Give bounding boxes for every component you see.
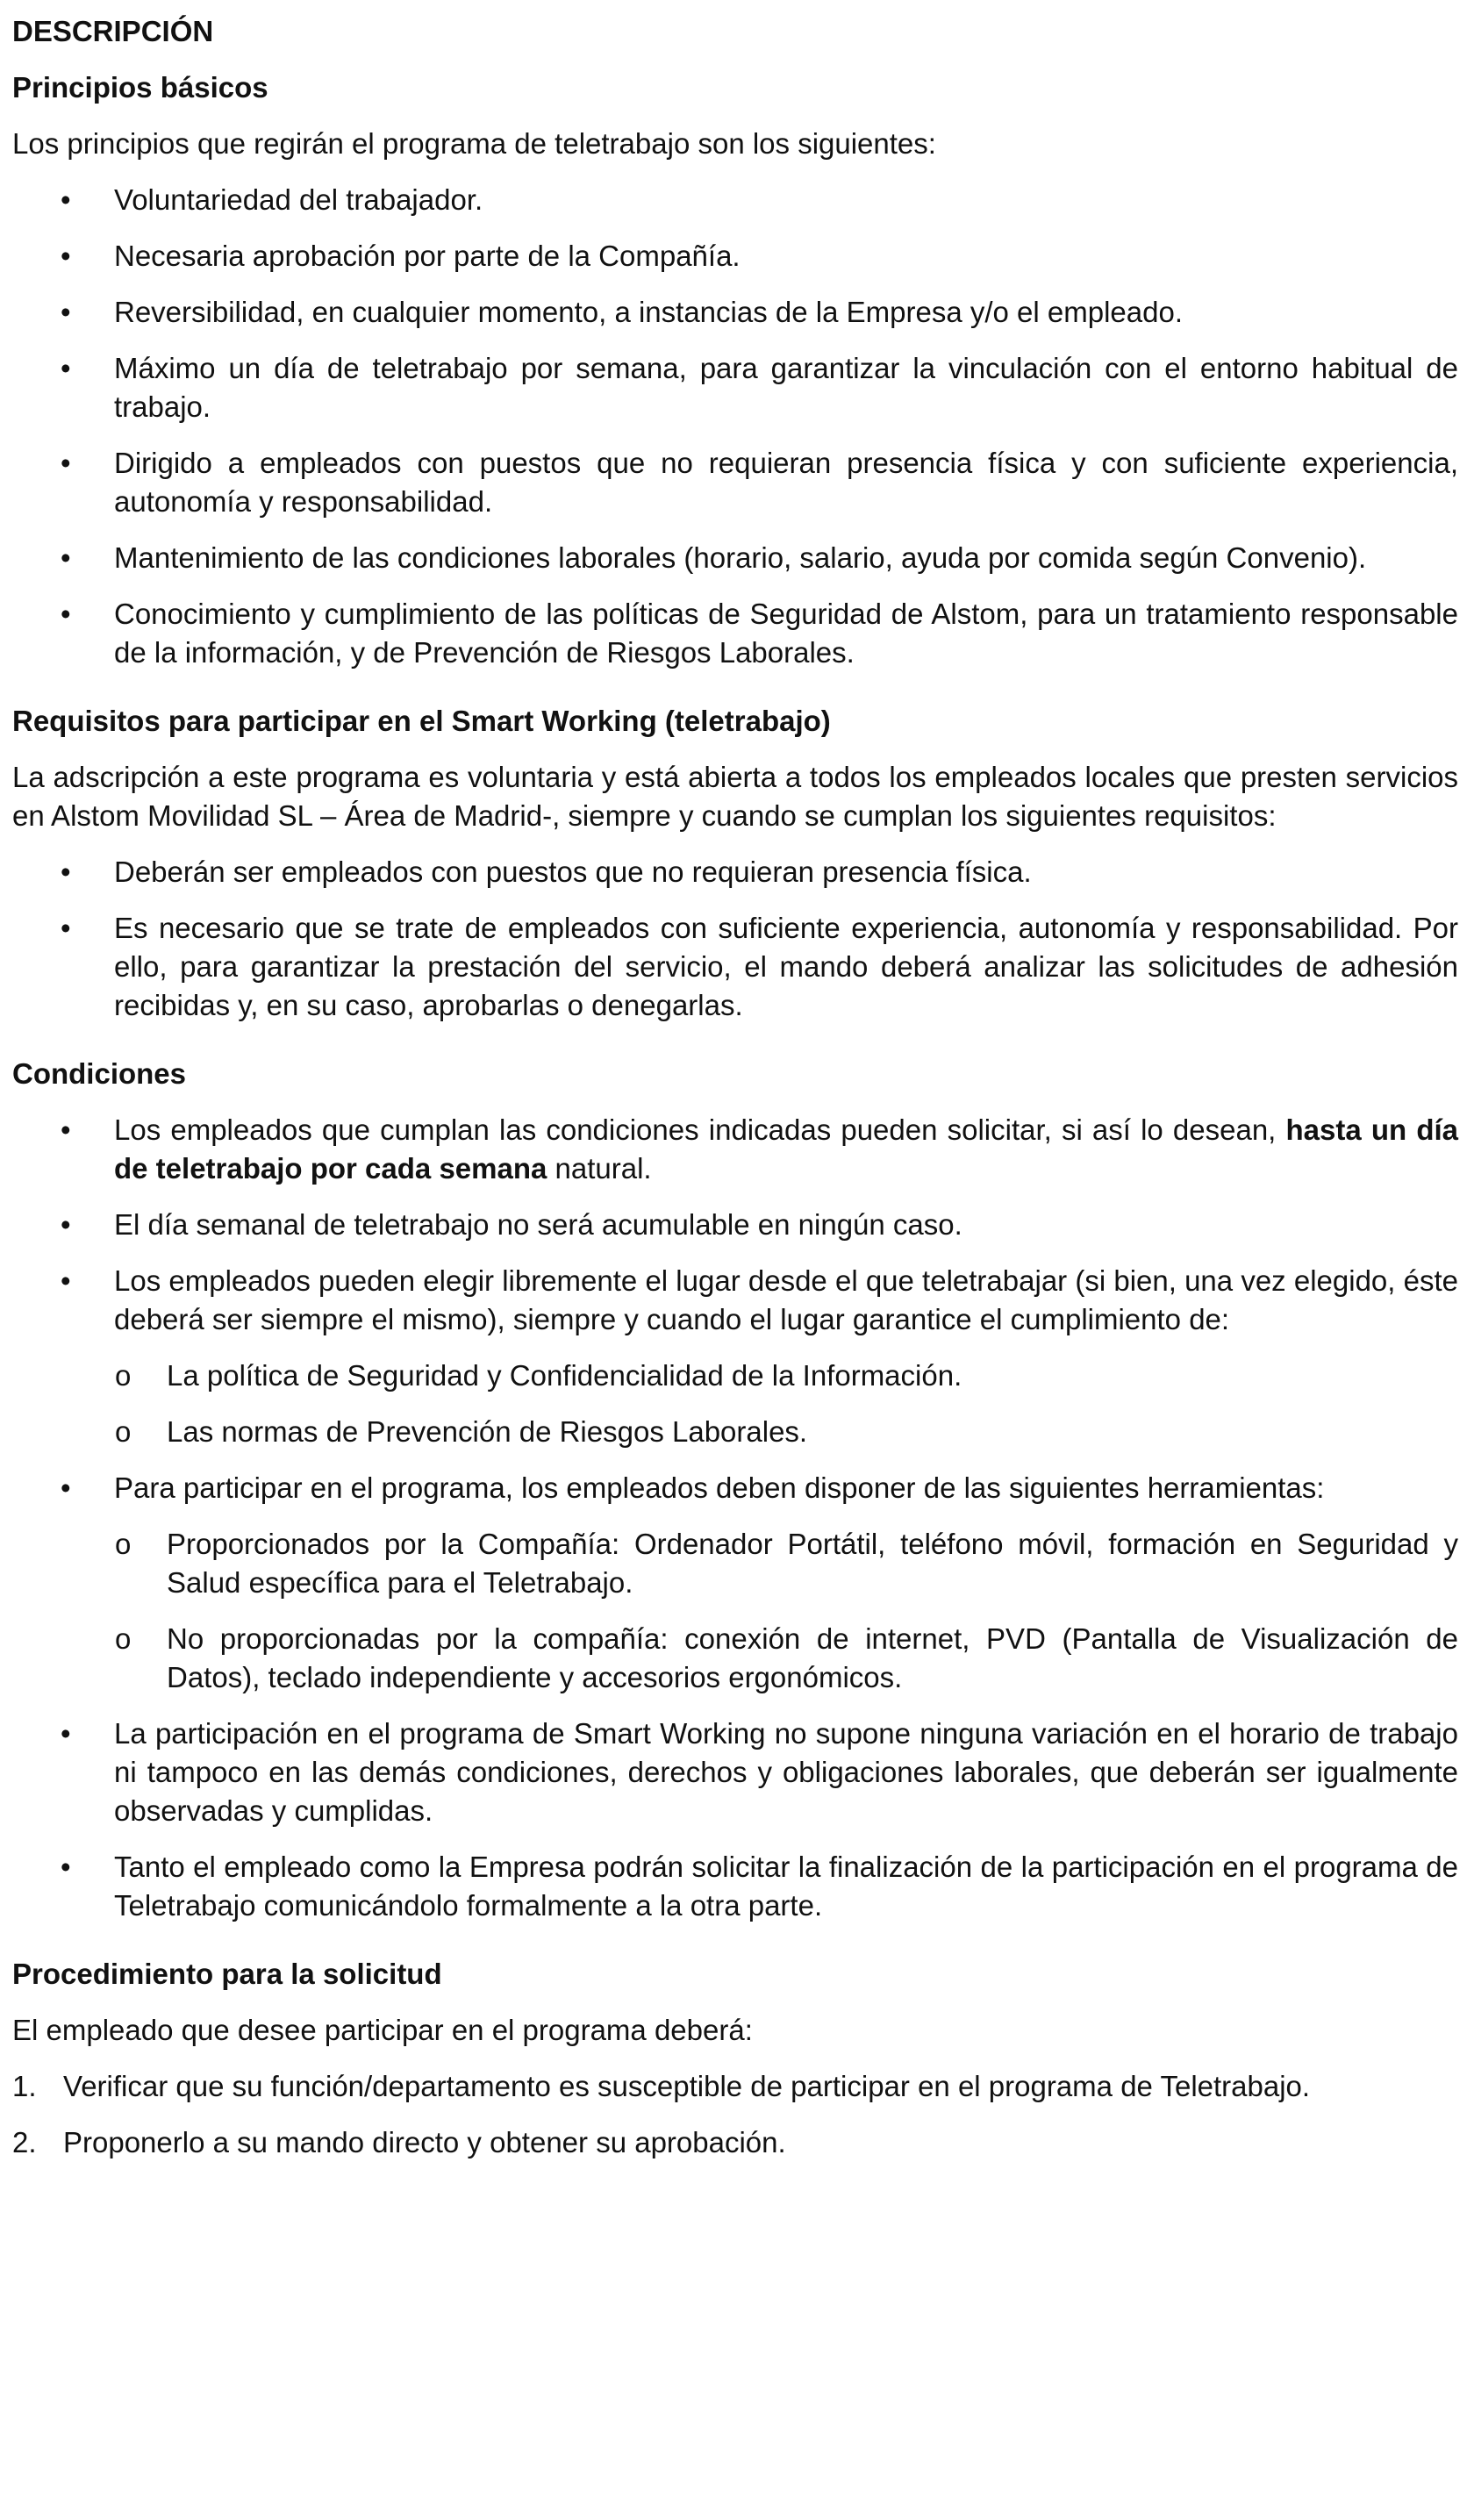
- list-item: • El día semanal de teletrabajo no será acumulable en ningún caso.: [12, 1206, 1458, 1244]
- list-item: • Conocimiento y cumplimiento de las políticas de Seguridad de Alstom, para un tratamiento responsable de la información, y de Prevención de Riesgos Laborales.: [12, 595, 1458, 672]
- step-item: [12, 2123, 1458, 2162]
- requisitos-intro: La adscripción a este programa es voluntaria y está abierta a todos los empleados locales que presten servicios en Alstom Movilidad SL – Área de Madrid-, siempre y cuando se cumplan los siguientes requisitos:: [12, 761, 1458, 832]
- item-text: Para participar en el programa, los empleados deben disponer de las siguientes herramientas:: [114, 1471, 1325, 1504]
- condiciones-list: [12, 1111, 1458, 1925]
- principios-list: [12, 181, 1458, 672]
- list-item: [12, 1111, 1458, 1188]
- step-item: [12, 2067, 1458, 2106]
- list-item: • Necesaria aprobación por parte de la Compañía.: [12, 237, 1458, 276]
- list-item: • Voluntariedad del trabajador.: [12, 181, 1458, 219]
- list-item: • Mantenimiento de las condiciones laborales (horario, salario, ayuda por comida según Convenio).: [12, 539, 1458, 577]
- sublist-item: o No proporcionadas por la compañía: conexión de internet, PVD (Pantalla de Visualización de Datos), teclado independiente y accesorios ergonómicos.: [114, 1620, 1458, 1697]
- step-text: Verificar que su función/departamento es susceptible de participar en el programa de Teletrabajo.: [63, 2070, 1311, 2102]
- requisitos-list: [12, 853, 1458, 1025]
- section-heading-principios: Principios básicos: [12, 71, 268, 104]
- list-item: • Máximo un día de teletrabajo por semana, para garantizar la vinculación con el entorno habitual de trabajo.: [12, 349, 1458, 426]
- item-text: Los empleados pueden elegir libremente el lugar desde el que teletrabajar (si bien, una vez elegido, éste deberá ser siempre el mismo), siempre y cuando el lugar garantice el cumplimiento de:: [114, 1264, 1458, 1335]
- section-requisitos: [12, 702, 1458, 1025]
- sublist-item: o La política de Seguridad y Confidencialidad de la Información.: [114, 1357, 1458, 1395]
- sublist-item: o Las normas de Prevención de Riesgos Laborales.: [114, 1413, 1458, 1451]
- section-procedimiento: [12, 1955, 1458, 2162]
- list-item: • Es necesario que se trate de empleados con suficiente experiencia, autonomía y responsabilidad. Por ello, para garantizar la prestación del servicio, el mando deberá analizar las solicitudes de adhesión recibidas y, en su caso, aprobarlas o denegarlas.: [12, 909, 1458, 1025]
- item-text: Los empleados que cumplan las condiciones indicadas pueden solicitar, si así lo desean,: [114, 1113, 1277, 1146]
- step-number: 1.: [12, 2070, 37, 2102]
- step-number: 2.: [12, 2126, 37, 2158]
- list-item: [12, 1262, 1458, 1451]
- sublist: [114, 1357, 1458, 1451]
- sublist-item: o Proporcionados por la Compañía: Ordenador Portátil, teléfono móvil, formación en Seguridad y Salud específica para el Teletrabajo.: [114, 1525, 1458, 1602]
- list-item: • Reversibilidad, en cualquier momento, a instancias de la Empresa y/o el empleado.: [12, 293, 1458, 332]
- step-text: Proponerlo a su mando directo y obtener su aprobación.: [63, 2126, 786, 2158]
- item-text: natural.: [555, 1152, 652, 1185]
- sublist: [114, 1525, 1458, 1697]
- section-principios: [12, 68, 1458, 672]
- list-item: • Dirigido a empleados con puestos que no requieran presencia física y con suficiente experiencia, autonomía y responsabilidad.: [12, 444, 1458, 521]
- section-heading-procedimiento: Procedimiento para la solicitud: [12, 1958, 442, 1990]
- list-item: • La participación en el programa de Smart Working no supone ninguna variación en el horario de trabajo ni tampoco en las demás condiciones, derechos y obligaciones laborales, que deberán ser igualmente observadas y cumplidas.: [12, 1715, 1458, 1830]
- list-item: • Tanto el empleado como la Empresa podrán solicitar la finalización de la participación en el programa de Teletrabajo comunicándolo formalmente a la otra parte.: [12, 1848, 1458, 1925]
- item-emphasis: hasta un día de teletrabajo por cada semana: [114, 1113, 1459, 1185]
- section-condiciones: [12, 1055, 1458, 1925]
- section-heading-requisitos: Requisitos para participar en el Smart Working (teletrabajo): [12, 705, 831, 737]
- procedimiento-intro: El empleado que desee participar en el programa deberá:: [12, 2014, 753, 2046]
- principios-intro: Los principios que regirán el programa de teletrabajo son los siguientes:: [12, 127, 936, 160]
- section-heading-condiciones: Condiciones: [12, 1057, 187, 1090]
- document-title: DESCRIPCIÓN: [12, 15, 214, 47]
- list-item: • Deberán ser empleados con puestos que no requieran presencia física.: [12, 853, 1458, 891]
- list-item: [12, 1469, 1458, 1697]
- procedimiento-steps: [12, 2067, 1458, 2162]
